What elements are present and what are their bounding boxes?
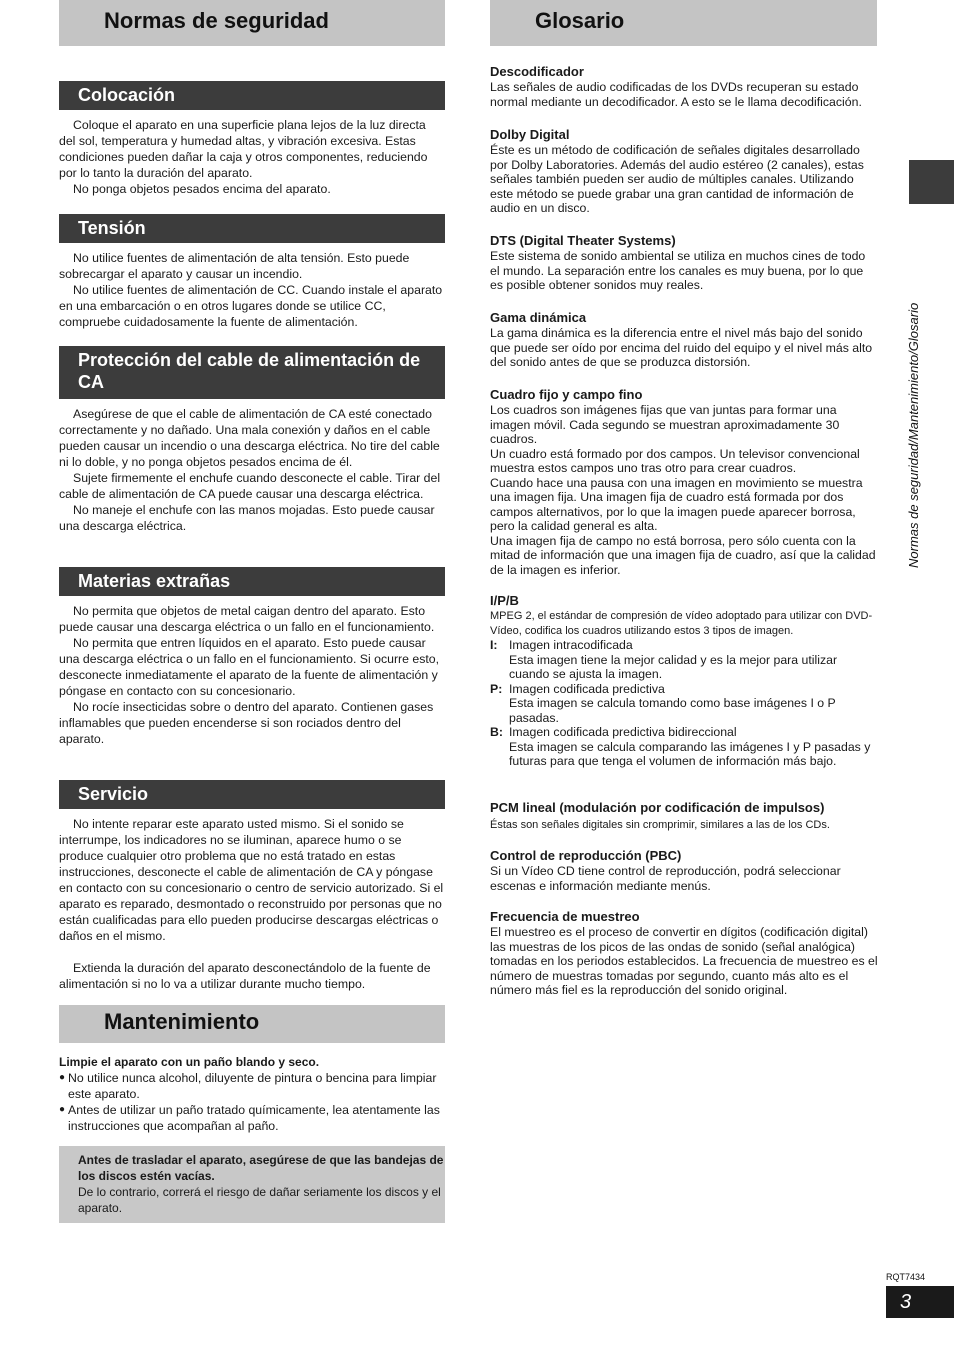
paragraph: No maneje el enchufe con las manos mojadas. Esto puede causar una descarga eléctrica. [59, 503, 435, 533]
ipb-letter: B: [490, 725, 503, 739]
glossary-text: El muestreo es el proceso de convertir en dígitos (codificación digital) las muestras de los picos de las ondas de sonido (señal analógica) tomadas en los periodos establecidos. La frecuencia de muestreo es el número de muestras tomadas por segundo, cuanto más alto es el número más fiel es la reproducción del sonido original. [490, 925, 878, 997]
glossary-term: Descodificador [490, 64, 584, 79]
paragraph: No permita que objetos de metal caigan dentro del aparato. Esto puede causar una descarga eléctrica o un fallo en el funcionamiento. [59, 604, 435, 634]
ipb-desc: Esta imagen se calcula tomando como base imágenes I o P pasadas. [509, 696, 836, 725]
glossary-text: Éste es un método de codificación de señales digitales desarrollado por Dolby Laboratories. Además del audio estéreo (2 canales), estas señales también pueden ser audio de múltiples canales. Utilizando este método se puede grabar una gran cantidad de información de audio en un disco. [490, 143, 864, 215]
section-heading-foreign-matter: Materias extrañas [59, 567, 445, 596]
section-body-placement [59, 117, 445, 197]
glossary-text: Este sistema de sonido ambiental se utiliza en muchos cines de todo el mundo. La separación entre los canales es muy buena, por lo que es posible obtener sonidos muy reales. [490, 249, 866, 292]
glossary-title: Glosario [490, 0, 877, 46]
glossary-entry-pbc [490, 848, 878, 893]
glossary-entry-dynamic-range [490, 310, 878, 370]
glossary-text: Éstas son señales digitales sin cromprimir, similares a las de los CDs. [490, 819, 830, 831]
section-body-service [59, 816, 445, 992]
section-body-voltage [59, 250, 445, 330]
section-heading-placement: Colocación [59, 81, 445, 110]
glossary-entry-dts [490, 233, 878, 293]
glossary-term: Frecuencia de muestreo [490, 909, 640, 924]
glossary-text: Si un Vídeo CD tiene control de reproducción, podrá seleccionar escenas e información mediante menús. [490, 864, 841, 893]
list-item-text: No utilice nunca alcohol, diluyente de pintura o bencina para limpiar este aparato. [68, 1071, 437, 1101]
ipb-letter: P: [490, 681, 503, 696]
glossary-term: Cuadro fijo y campo fino [490, 387, 643, 402]
ipb-desc: Esta imagen se calcula comparando las imágenes I y P pasadas y futuras para que tenga el volumen de información más bajo. [509, 739, 871, 768]
list-item [490, 725, 878, 769]
ipb-name: Imagen codificada predictiva [509, 681, 665, 696]
glossary-term: I/P/B [490, 593, 519, 608]
ipb-body [509, 638, 878, 682]
glossary-text: Los cuadros son imágenes fijas que van juntas para formar una imagen móvil. Cada segundo se muestran aproximadamente 30 cuadros. [490, 403, 840, 446]
glossary-entry-ipb [490, 593, 878, 769]
ipb-body [509, 725, 878, 769]
paragraph: Extienda la duración del aparato desconectándolo de la fuente de alimentación si no lo va a utilizar durante mucho tiempo. [59, 961, 431, 991]
section-heading-cable: Protección del cable de alimentación de CA [59, 346, 445, 399]
paragraph: No utilice fuentes de alimentación de alta tensión. Esto puede sobrecargar el aparato y causar un incendio. [59, 251, 410, 281]
ipb-name: Imagen codificada predictiva bidireccional [509, 725, 737, 739]
list-item [490, 682, 878, 726]
paragraph: No utilice fuentes de alimentación de CC. Cuando instale el aparato en una embarcación o en otros lugares donde se utilice CC, compruebe cuidadosamente la fuente de alimentación. [59, 283, 443, 329]
glossary-text: Las señales de audio codificadas de los DVDs recuperan su estado normal mediante un decodificador. A esto se le llama decodificación. [490, 80, 862, 109]
ipb-desc: Esta imagen tiene la mejor calidad y es la mejor para utilizar cuando se ajusta la imagen. [509, 652, 838, 681]
list-item [59, 1102, 445, 1134]
side-section-label: Normas de seguridad/Mantenimiento/Glosario [906, 302, 921, 568]
ipb-name: Imagen intracodificada [509, 638, 633, 652]
paragraph: No ponga objetos pesados encima del aparato. [73, 182, 331, 196]
section-heading-service: Servicio [59, 780, 445, 809]
glossary-text: Una imagen fija de campo no está borrosa, pero sólo cuenta con la mitad de información que una imagen fija de cuadro, así que la calidad de la imagen es inferior. [490, 533, 876, 577]
section-tab [909, 160, 954, 204]
note-bold-text: Antes de trasladar el aparato, asegúrese de que las bandejas de los discos estén vacías. [78, 1153, 444, 1183]
safety-title: Normas de seguridad [59, 0, 445, 46]
paragraph: Coloque el aparato en una superficie plana lejos de la luz directa del sol, temperatura y humedad altas, y vibración excesiva. Estas condiciones pueden dañar la caja y otros componentes, reduciendo por lo tanto la duración del aparato. [59, 118, 428, 180]
maintenance-body [59, 1054, 445, 1134]
paragraph: Sujete firmemente el enchufe cuando desconecte el cable. Tirar del cable de alimentación de CA puede causar una descarga eléctrica. [59, 471, 441, 501]
glossary-text: Cuando hace una pausa con una imagen en movimiento se muestra una imagen fija. Una imagen fija de cuadro está formada por dos campos alternativos, por lo que la imagen puede aparecer borrosa, pero la calidad general es alta. [490, 475, 863, 533]
paragraph: No permita que entren líquidos en el aparato. Esto puede causar una descarga eléctrica o un fallo en el funcionamiento. Si ocurre esto, desconecte inmediatamente el aparato de la fuente de alimentación y póngase en contacto con su concesionario. [59, 636, 440, 698]
list-item-text: Antes de utilizar un paño tratado químicamente, lea atentamente las instrucciones que acompañan al paño. [68, 1103, 440, 1133]
glossary-term: Control de reproducción (PBC) [490, 848, 682, 863]
note-text: De lo contrario, correrá el riesgo de dañar seriamente los discos y el aparato. [78, 1185, 441, 1215]
document-code: RQT7434 [886, 1272, 926, 1282]
paragraph: No rocíe insecticidas sobre o dentro del aparato. Contienen gases inflamables que pueden encenderse si son rociados dentro del aparato. [59, 700, 434, 746]
glossary-entry-lpcm [490, 800, 878, 834]
ipb-letter: I: [490, 638, 498, 652]
glossary-term: PCM lineal (modulación por codificación de impulsos) [490, 800, 825, 815]
page-number: 3 [886, 1286, 954, 1318]
glossary-entry-frame-field [490, 387, 878, 577]
section-body-cable [59, 406, 445, 534]
section-heading-voltage: Tensión [59, 214, 445, 243]
ipb-body [509, 682, 878, 726]
glossary-text: MPEG 2, el estándar de compresión de vídeo adoptado para utilizar con DVD-Vídeo, codifica los cuadros utilizando estos 3 tipos de imagen. [490, 610, 873, 637]
glossary-entry-sampling [490, 909, 878, 998]
glossary-entry-decoder [490, 64, 878, 109]
glossary-entry-dolby [490, 127, 878, 216]
list-item [59, 1070, 445, 1102]
list-item [490, 638, 878, 682]
maintenance-lead: Limpie el aparato con un paño blando y seco. [59, 1055, 320, 1069]
paragraph: No intente reparar este aparato usted mismo. Si el sonido se interrumpe, los indicadores no se iluminan, aparece humo o se produce cualquier otro problema que no está tratado en estas instrucciones, desconecte el cable de alimentación de CA y póngase en contacto con su concesionario o centro de servicio autorizado. Si el aparato es reparado, desmontado o reconstruido por personas que no están cualificadas para ello pueden producirse descargas eléctricas o daños en el mismo. [59, 817, 444, 943]
glossary-term: Dolby Digital [490, 127, 570, 142]
maintenance-title: Mantenimiento [59, 1005, 445, 1043]
glossary-text: Un cuadro está formado por dos campos. Un televisor convencional muestra estos campos uno tras otro para crear cuadros. [490, 446, 860, 475]
bullet-icon: ● [59, 1104, 66, 1115]
glossary-term: DTS (Digital Theater Systems) [490, 233, 676, 248]
glossary-text: La gama dinámica es la diferencia entre el nivel más bajo del sonido que puede ser oído por encima del ruido del equipo y el nivel más alto del sonido antes de que se produzca distorsión. [490, 326, 873, 369]
section-body-foreign-matter [59, 603, 445, 747]
glossary-term: Gama dinámica [490, 310, 587, 325]
bullet-icon: ● [59, 1072, 66, 1083]
paragraph: Asegúrese de que el cable de alimentación de CA esté conectado correctamente y no dañado. Una mala conexión y daños en el cable pueden causar un incendio o una descarga eléctrica. No tire del cable ni lo doble, y no ponga objetos pesados encima de él. [59, 407, 440, 469]
transport-note [59, 1146, 445, 1223]
